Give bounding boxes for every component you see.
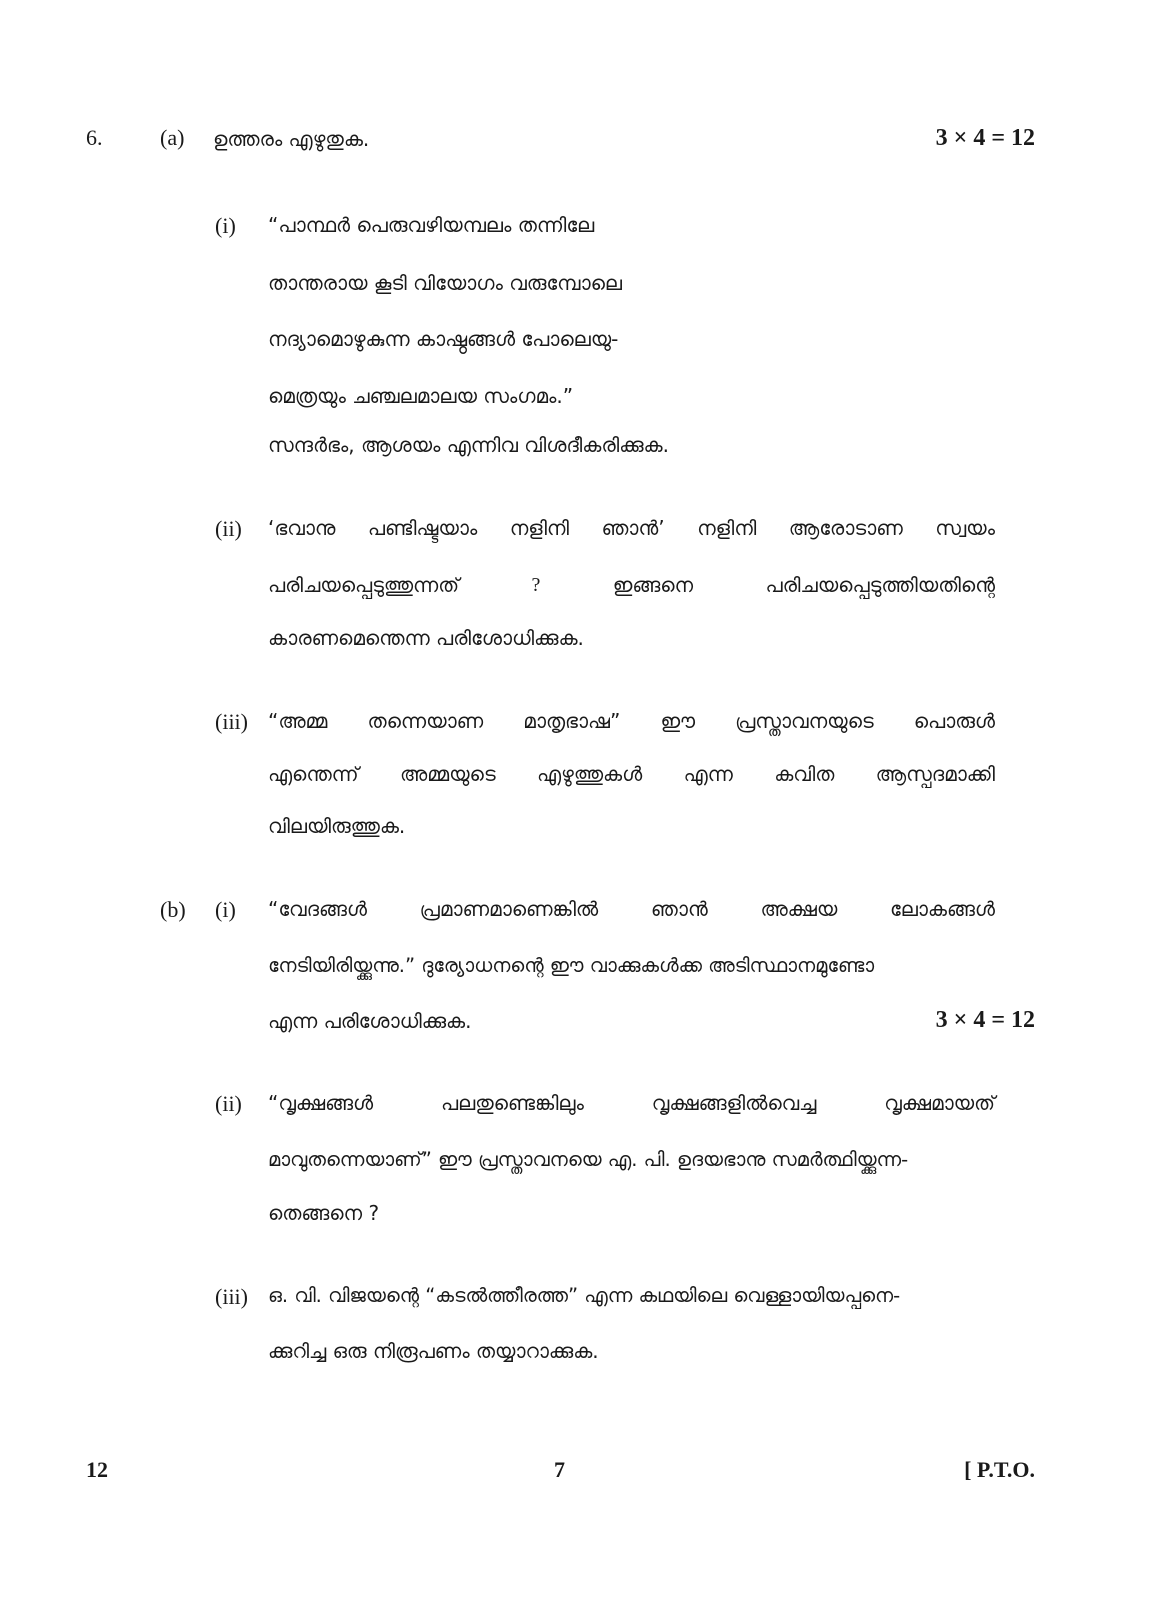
a-i-label: (i)	[215, 213, 236, 238]
a-iii-line-2	[268, 760, 995, 788]
word: വൃക്ഷമായത്	[884, 1091, 995, 1115]
word: പലതുണ്ടെങ്കിലും	[441, 1091, 584, 1115]
a-i-line-2: താന്തരായ കൂടി വിയോഗം വരുമ്പോലെ	[268, 271, 622, 295]
b-i-line-3: എന്ന പരിശോധിക്കുക.	[268, 1009, 472, 1033]
pto-label: [ P.T.O.	[964, 1457, 1035, 1482]
a-ii-line-1	[268, 514, 995, 542]
b-i-line-2: നേടിയിരിയ്ക്കുന്നു.” ദുര്യോധനന്റെ ഈ വാക്കുകൾക്ക അടിസ്ഥാനമുണ്ടോ	[268, 954, 875, 977]
part-a-label: (a)	[160, 125, 185, 150]
b-i-label: (i)	[215, 897, 236, 922]
word: പ്രസ്താവനയുടെ	[735, 709, 874, 733]
word: ഞാൻ	[650, 897, 708, 921]
b-iii-line-1: ഒ. വി. വിജയന്റെ “കടൽത്തീരത്ത” എന്ന കഥയിലെ വെള്ളായിയപ്പനെ-	[268, 1284, 901, 1307]
word: ഇങ്ങനെ	[612, 573, 694, 597]
part-a-marks: 3 × 4 = 12	[935, 125, 1035, 151]
word: ആസ്പദമാക്കി	[875, 762, 995, 786]
part-b-marks: 3 × 4 = 12	[935, 1007, 1035, 1033]
word: ?	[531, 574, 541, 596]
word: “വൃക്ഷങ്ങൾ	[268, 1091, 374, 1115]
b-ii-label: (ii)	[215, 1091, 242, 1116]
word: പരിചയപ്പെടുത്തുന്നത്	[268, 573, 460, 597]
a-ii-line-2	[268, 571, 995, 599]
footer-code: 12	[86, 1457, 108, 1482]
part-a-instruction: ഉത്തരം എഴുതുക.	[213, 127, 370, 151]
word: ആരോടാണ	[788, 516, 903, 540]
a-iii-line-1	[268, 707, 995, 735]
word: തന്നെയാണ	[367, 709, 484, 733]
word: ഈ	[660, 709, 695, 733]
a-iii-line-3: വിലയിരുത്തുക.	[268, 814, 406, 838]
b-ii-line-1	[268, 1089, 995, 1117]
word: അക്ഷയ	[760, 897, 838, 921]
b-ii-line-3: തെങ്ങനെ ?	[268, 1201, 380, 1225]
word: കവിത	[774, 762, 835, 786]
word: എന്ന	[683, 762, 733, 786]
word: നളിനി	[697, 516, 757, 540]
word: ‘ഭവാനു	[268, 516, 336, 540]
a-iii-label: (iii)	[215, 709, 248, 734]
a-i-line-5: സന്ദർഭം, ആശയം എന്നിവ വിശദീകരിക്കുക.	[268, 433, 669, 457]
word: ഞാൻ’	[601, 516, 665, 540]
word: “അമ്മ	[268, 709, 328, 733]
word: വൃക്ഷങ്ങളിൽവെച്ച	[651, 1091, 817, 1115]
word: എഴുത്തുകൾ	[536, 762, 643, 786]
word: മാതൃഭാഷ”	[523, 709, 621, 733]
page-number: 7	[554, 1457, 565, 1482]
word: ലോകങ്ങൾ	[890, 897, 995, 921]
word: പൊരുൾ	[913, 709, 995, 733]
a-ii-line-3: കാരണമെന്തെന്ന പരിശോധിക്കുക.	[268, 626, 584, 650]
word: പരിചയപ്പെടുത്തിയതിന്റെ	[765, 573, 995, 597]
b-iii-label: (iii)	[215, 1284, 248, 1309]
word: എന്തെന്ന്	[268, 762, 359, 786]
b-iii-line-2: ക്കുറിച്ച ഒരു നിരൂപണം തയ്യാറാക്കുക.	[268, 1339, 599, 1363]
b-ii-line-2: മാവുതന്നെയാണ്” ഈ പ്രസ്താവനയെ എ. പി. ഉദയഭാനു സമർത്ഥിയ്ക്കുന്ന-	[268, 1148, 909, 1171]
a-i-line-4: മെത്രയും ചഞ്ചലമാലയ സംഗമം.”	[268, 384, 574, 408]
b-i-line-1	[268, 895, 995, 923]
word: നളിനി	[509, 516, 570, 540]
word: പണ്ടിഷ്ടയാം	[367, 516, 478, 540]
a-i-line-1: “പാന്ഥർ പെരുവഴിയമ്പലം തന്നിലേ	[268, 213, 595, 237]
part-b-label: (b)	[160, 897, 186, 922]
word: “വേദങ്ങൾ	[268, 897, 367, 921]
word: അമ്മയുടെ	[400, 762, 496, 786]
word: പ്രമാണമാണെങ്കിൽ	[419, 897, 599, 921]
a-ii-label: (ii)	[215, 516, 242, 541]
a-i-line-3: നദ്യാമൊഴുകുന്ന കാഷ്ഠങ്ങൾ പോലെയു-	[268, 327, 619, 351]
word: സ്വയം	[935, 516, 995, 540]
question-number: 6.	[86, 125, 103, 150]
